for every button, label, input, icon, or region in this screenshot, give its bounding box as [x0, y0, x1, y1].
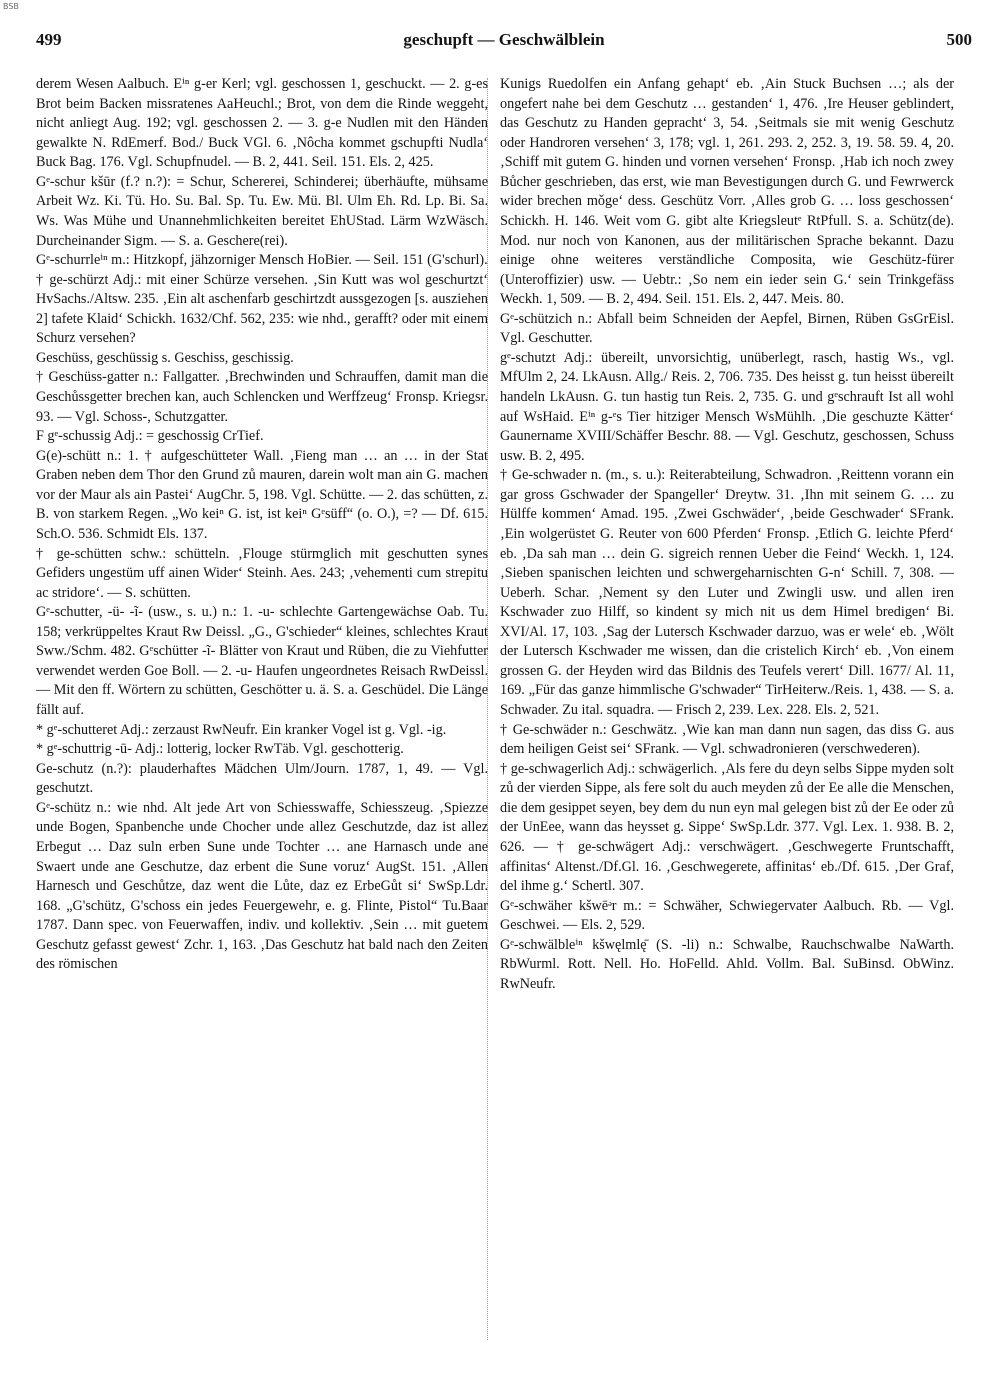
- entry-geschutteret: * gᵉ-schutteret Adj.: zerzaust RwNeufr. Ein kranker Vogel ist g. Vgl. -ig.: [36, 721, 447, 738]
- entry-geschutter: Gᵉ-schutter, -ü- -ĩ- (usw., s. u.) n.: 1. -u- schlechte Gartengewächse Oab. Tu. 158; verkrüppeltes Kraut Rw Deissl. „G., G'schieder“ kleines, schlechtes Kraut Sww./Schm. 482. Gᵉschütter -ĩ- Blätter von Kraut und Rüben, die zu Viehfutter verwendet werden Goe Boll. — 2. -u- Haufen ungeordnetes Reisach RwDeissl. — Mit den ff. Wörtern zu schütten, Geschötter u. ä. S. a. Geschüdel. Die Länge fällt auf.: [36, 604, 488, 718]
- running-title: geschupft — Geschwälblein: [403, 30, 605, 49]
- page-number-left: 499: [36, 30, 62, 49]
- entry-geschurrlein: Gᵉ-schurrleⁱⁿ m.: Hitzkopf, jähzorniger Mensch HoBier. — Seil. 151 (G'schurl).: [36, 252, 488, 269]
- entry-geschuetten: † ge-schütten schw.: schütteln. ‚Flouge stürmglich mit geschutten synes Gefiders ungestüm uff ainen Wider‘ Steinh. Aes. 243; ‚vehementi cum strepitu ac stridore‘. — S. schütten.: [36, 545, 488, 601]
- page-header: [36, 30, 972, 58]
- entry-geschwaeher: Gᵉ-schwäher kšwēᵊr m.: = Schwäher, Schwiegervater Aalbuch. Rb. — Vgl. Geschwei. — Els. 2, 529.: [500, 897, 954, 934]
- entry-geschuerzt: † ge-schürzt Adj.: mit einer Schürze versehen. ‚Sin Kutt was wol geschurtzt‘ HvSachs./Altsw. 235. ‚Ein alt aschenfarb geschirtzdt aussgezogen [s. ausziehen 2] tafete Klaid‘ Schickh. 1632/Chf. 562, 235: wie nhd., gerafft? oder mit einem Schurz versehen?: [36, 271, 488, 347]
- entry-geschuetz: Gᵉ-schütz n.: wie nhd. Alt jede Art von Schiesswaffe, Schiesszeug. ‚Spiezze unde Bogen, Spanbenche unde Chocher unde allez Geschutzde, daz ist allez Erbegut … Daz suln erben Sune unde Tochter … ane Harnasch unde ane Swaert unde ane Geschutze, daz erbent die Sune voruz‘ AugSt. 151. ‚Allen Harnesch und Geschůtze, daz went die Lůte, daz ez ErbeGůt si‘ SwSp.Ldr. 168. „G'schütz, G'schoss ein jedes Feuergewehr, e. g. Flinte, Pistol“ Tu.Baar 1787. Dann spec. von Feuerwaffen, indiv. und kollektiv. ‚Sein … mit guetem Geschutz gefasst gewest‘ Zchr. 1, 163. ‚Das Geschutz hat bald nach den Zeiten des römischen: [36, 799, 488, 973]
- entry-geschuetzich: Gᵉ-schützich n.: Abfall beim Schneiden der Aepfel, Birnen, Rüben GsGrEisl. Vgl. Geschutter.: [500, 310, 954, 347]
- library-watermark: BSB: [3, 2, 19, 11]
- entry-geschwaeder: † Ge-schwäder n.: Geschwätz. ‚Wie kan man dann nun sagen, das diss G. aus dem heiligen Geist sei‘ SFrank. — Vgl. schwadronieren (verschwederen).: [500, 721, 954, 758]
- entry-geschwagerlich: † ge-schwagerlich Adj.: schwägerlich. ‚Als fere du deyn selbs Sippe myden solt zů der vierden Sippe, als fere solt du auch meyden zů der Ee alle die Menschen, die dem gesippet seyen, bey dem du nun eyn mal gelegen bist zů der Ee oder zů der UnEee, wann das heysset g. Sippe‘ SwSp.Ldr. 377. Vgl. Lex. 1. 938. B. 2, 626. — † ge-schwägert Adj.: verschwägert. ‚Geschwegerte Fruntschafft, affinitas‘ Altenst./Df.Gl. 16. ‚Geschwegerete, affinitas‘ eb./Df. 615. ‚Der Graf, del ihme g.‘ Schertl. 307.: [500, 760, 954, 895]
- entry-geschuess-ref: Geschüss, geschüssig s. Geschiss, geschissig.: [36, 349, 294, 366]
- entry-geschuess-gatter: † Geschüss-gatter n.: Fallgatter. ‚Brechwinden und Schrauffen, damit man die Geschůssgetter brechen kan, auch Schlencken und Werffzeug‘ Fronsp. Kriegsr. 93. — Vgl. Schoss-, Schutzgatter.: [36, 369, 488, 425]
- entry-geschuett: G(e)-schütt n.: 1. † aufgeschütteter Wall. ‚Fieng man … an … in der Stat Graben neben dem Thor den Grund zů mauren, darein wolt man ain G. machen vor der Maur als ain Pastei‘ AugChr. 5, 198. Vgl. Schütte. — 2. das schütten, z. B. von starkem Regen. „Wo keiⁿ G. ist, ist keiⁿ Gᵉsüff“ (o. O.), =? — Df. 615. Sch.O. 536. Schmidt Els. 137.: [36, 447, 488, 542]
- entry-continuation: derem Wesen Aalbuch. Eⁱⁿ g-er Kerl; vgl. geschossen 1, geschuckt. — 2. g-es Brot beim Backen missratenes AaHeuchl.; Brot, von dem die Rinde weggeht, nicht anliegt Aug. 192; vgl. geschossen 2. — 3. g-e Nudlen mit den Händen gewalkte N. RdEmerf. Bod./ Buck VGl. 6. ‚Nôcha kommet gschupfti Nudla‘ Buck Bag. 176. Vgl. Schupfnudel. — B. 2, 441. Seil. 151. Els. 2, 425.: [36, 76, 488, 171]
- entry-geschutz: Ge-schutz (n.?): plauderhaftes Mädchen Ulm/Journ. 1787, 1, 49. — Vgl. geschutzt.: [36, 760, 488, 797]
- entry-geschwaelblein: Gᵉ-schwälbleⁱⁿ kšwęlmlę̄ (S. -li) n.: Schwalbe, Rauchschwalbe NaWarth. RbWurml. Rott. Nell. Ho. HoFelld. Ahld. Vollm. Bal. SuBinsd. ObWinz. RwNeufr.: [500, 936, 954, 992]
- entry-geschuttrig: * gᵉ-schuttrig -ū- Adj.: lotterig, locker RwTäb. Vgl. geschotterig.: [36, 741, 404, 758]
- entry-geschutzt: gᵉ-schutzt Adj.: übereilt, unvorsichtig, unüberlegt, rasch, hastig Ws., vgl. MfUlm 2, 24. LkAusn. Allg./ Reis. 2, 706. 735. Des heisst g. tun heisst übereilt handeln LkAusn. G. tun hastig tun Reis. 2, 735. G. und gᵉschrauft Ist all wohl auf WsHaid. Eⁱⁿ g-ᵉs Tier hitziger Mensch WsMühlh. ‚Die geschuzte Kätter‘ Gaunername XVIII/Schäffer Beschr. 88. — Vgl. Geschutz, geschossen, Schuss usw. B. 2, 495.: [500, 349, 954, 464]
- entry-geschwader: † Ge-schwader n. (m., s. u.): Reiterabteilung, Schwadron. ‚Reittenn vorann ein gar gross Gschwader der Spangeller‘ Dreytw. 31. ‚Ihn mit seinem G. … zu Hülffe kommen‘ Amad. 195. ‚Zwei Gschwäder‘, ‚beide Geschwader‘ SFrank. ‚Ein wolgerüstet G. Reuter von 600 Pferden‘ Fronsp. ‚Etlich G. leichte Pferd‘ eb. ‚Da sah man … dein G. sigreich rennen Ueber die Feind‘ Weckh. 1, 124. ‚Sieben spanischen leichten und schwergeharnischten G-n‘ Schill. 7, 308. — Ueberh. Schar. ‚Nement sy den Luter und Zwingli usw. und allen iren Kschwader zuo Hilff, so kindent sy mich nit us dem Himel bredigen‘ Bi. XVI/Al. 17, 103. ‚Sag der Lutersch Kschwader darzuo, was er wele‘ eb. ‚Wölt der Lutersch Kschwader me wissen, dan die cristelich Kirch‘ eb. ‚Von einem grossen G. der Heyden wird das Bildnis des Teufels verert‘ Dill. 1677/ Al. 11, 169. „Für das ganze himmlische G'schwader“ TirHeiterw./Reis. 1, 438. — S. a. Schwader. Zu ital. squadra. — Frisch 2, 239. Lex. 228. Els. 2, 521.: [500, 467, 954, 718]
- page-number-right: 500: [946, 30, 972, 49]
- entry-geschuetz-continued: Kunigs Ruedolfen ein Anfang gehapt‘ eb. ‚Ain Stuck Buchsen …; als der ongefert nahe bei dem Geschutz … gestanden‘ 1, 476. ‚Ire Heuser geblindert, das Geschutz zu Handen gepracht‘ 3, 54. ‚Seitmals sie mit wenig Geschutz oder Handroren versehen‘ 3, 178; vgl. 1, 261. 293. 2, 252. 3, 19. 58. 59. 4, 20. ‚Schiff mit gutem G. hinden und vornen versehen‘ Fronsp. ‚Hab ich noch zwey Bůcher geschrieben, das erst, wie man Bevestigungen durch G. und Fewrwerck wider brechen mǒge‘ dess. Geschütz Vorr. ‚Alles grob G. … loss geschossen‘ Schickh. H. 146. Weit vom G. gibt alte Kriegsleutᵉ RtPfull. S. a. Schütz(de). Mod. nur noch von Kanonen, aus der militärischen Sprache bekannt. Dazu einige ohne weiteres verständliche Composita, wie Geschütz-fürer (Unteroffizier) usw. — Uebtr.: ‚So nem ein ieder sein G.‘ sein Trinkgefäss Weckh. 1, 509. — B. 2, 494. Seil. 151. Els. 2, 447. Meis. 80.: [500, 76, 954, 308]
- entry-geschussig: F gᵉ-schussig Adj.: = geschossig CrTief.: [36, 428, 264, 445]
- right-column: [500, 75, 954, 994]
- left-column: [36, 75, 488, 975]
- entry-geschur: Gᵉ-schur kšūr (f.? n.?): = Schur, Schererei, Schinderei; überhäufte, mühsame Arbeit Wz. Ki. Tü. Ho. Su. Bal. Sp. Tu. Ew. Mü. Bl. Ulm Eh. Rd. Lp. Bi. Sa. Ws. Was Mühe und Unannehmlichkeiten bereitet EhUStad. Lärm WzWäsch. Durcheinander Sigm. — S. a. Geschere(rei).: [36, 173, 488, 249]
